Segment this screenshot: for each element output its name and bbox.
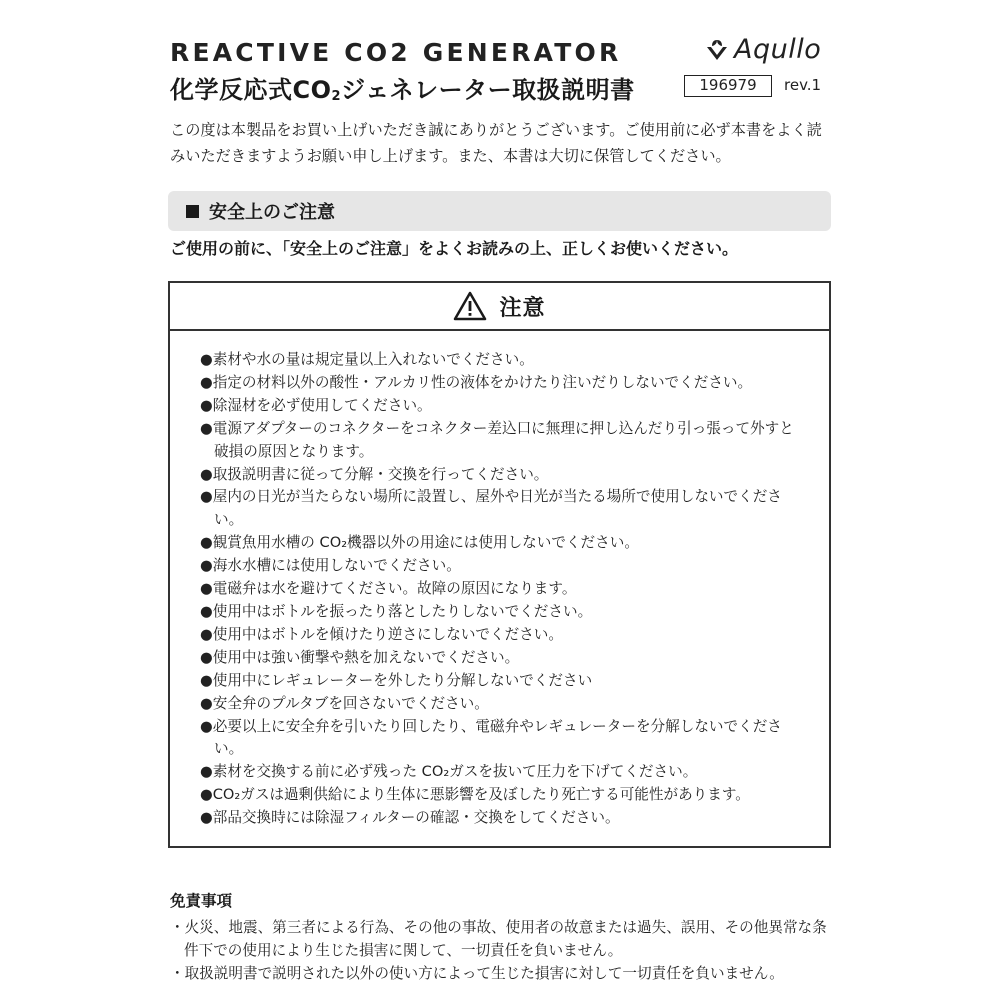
disclaimer-title: 免責事項 [170,892,233,910]
caution-item: ●電源アダプターのコネクターをコネクター差込口に無理に押し込んだり引っ張って外すと破損の原因となります。 [200,419,794,460]
disclaimer-section [170,890,840,985]
caution-item: ●除湿材を必ず使用してください。 [200,396,432,414]
brand-logo [704,34,821,65]
caution-item: ●素材を交換する前に必ず残った CO₂ガスを抜いて圧力を下げてください。 [200,763,698,781]
safety-section-header [168,191,831,231]
caution-item: ●CO₂ガスは過剰供給により生体に悪影響を及ぼしたり死亡する可能性があります。 [200,786,750,804]
revision-label: rev.1 [784,76,822,94]
caution-item: ●必要以上に安全弁を引いたり回したり、電磁弁やレギュレーターを分解しないでください。 [200,717,782,758]
disclaimer-list [170,916,840,985]
caution-item: ●使用中はボトルを振ったり落としたりしないでください。 [200,602,593,620]
title-ja-suffix: ジェネレーター取扱説明書 [341,76,635,104]
square-bullet-icon [186,205,199,218]
product-code: 196979 [684,75,772,97]
caution-item: ●観賞魚用水槽の CO₂機器以外の用途には使用しないでください。 [200,534,639,552]
title-japanese [170,70,635,105]
caution-item: ●使用中にレギュレーターを外したり分解しないでください [200,671,593,689]
caution-item: ●電磁弁は水を避けてください。故障の原因になります。 [200,580,577,598]
caution-item: ●取扱説明書に従って分解・交換を行ってください。 [200,465,549,483]
caution-item: ●海水水槽には使用しないでください。 [200,557,461,575]
brand-name: Aqullo [734,34,822,65]
warning-triangle-icon [453,291,487,321]
caution-header [170,283,829,331]
safety-section-title: 安全上のご注意 [209,202,335,223]
caution-item: ●指定の材料以外の酸性・アルカリ性の液体をかけたり注いだりしないでください。 [200,373,753,391]
caution-box [168,281,831,848]
intro-text: この度は本製品をお買い上げいただき誠にありがとうございます。ご使用前に必ず本書をよく読みいただきますようお願い申し上げます。また、本書は大切に保管してください。 [170,121,822,165]
caution-item: ●使用中は強い衝撃や熱を加えないでください。 [200,648,520,666]
disclaimer-item: ・火災、地震、第三者による行為、その他の事故、使用者の故意または過失、誤用、その他異常な条件下での使用により生じた損害に関して、一切責任を負いません。 [170,919,827,959]
title-english: REACTIVE CO2 GENERATOR [170,38,622,67]
disclaimer-item: ・取扱説明書で説明された以外の使い方によって生じた損害に対して一切責任を負いません。 [170,965,784,982]
caution-item: ●屋内の日光が当たらない場所に設置し、屋外や日光が当たる場所で使用しないでください。 [200,488,782,529]
safety-lead-text: ご使用の前に、「安全上のご注意」をよくお読みの上、正しくお使いください。 [170,239,739,258]
title-ja-subscript: 2 [331,89,342,104]
caution-item: ●部品交換時には除湿フィルターの確認・交換をしてください。 [200,809,620,827]
caution-item: ●素材や水の量は規定量以上入れないでください。 [200,351,534,368]
title-ja-prefix: 化学反応式CO [170,76,332,104]
caution-item: ●使用中はボトルを傾けたり逆さにしないでください。 [200,625,563,643]
caution-list [200,349,800,830]
caution-label: 注意 [499,295,546,321]
caution-item: ●安全弁のプルタブを回さないでください。 [200,694,489,712]
diamond-leaf-logo-icon [704,38,730,62]
